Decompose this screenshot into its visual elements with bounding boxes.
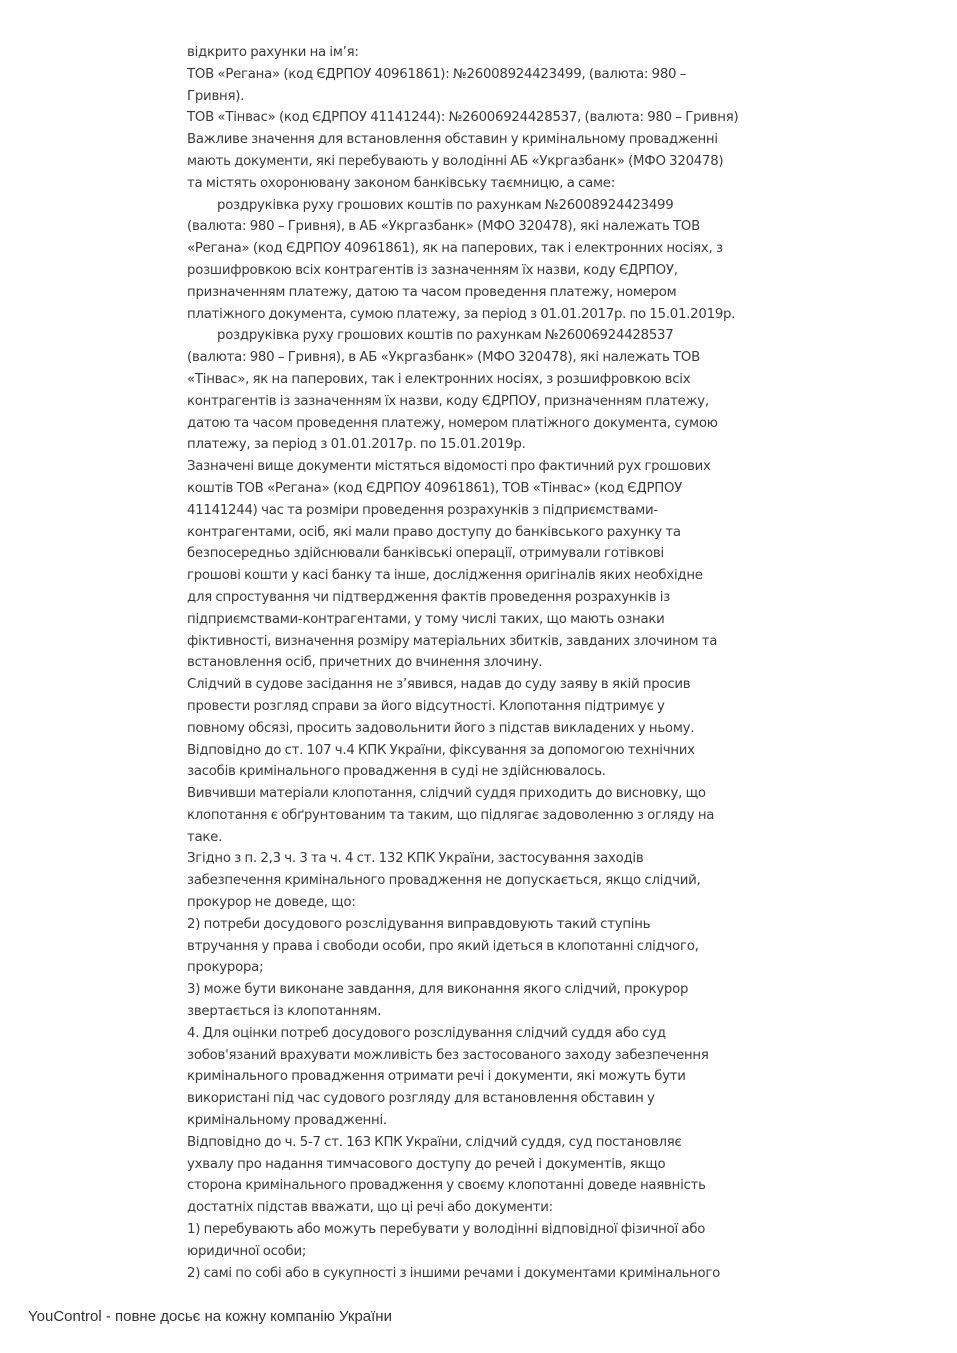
doc-line: зобов'язаний врахувати можливість без застосованого заходу забезпечення (187, 1047, 709, 1063)
doc-line: Відповідно до ч. 5-7 ст. 163 КПК України, слідчий суддя, суд постановляє (187, 1134, 682, 1150)
doc-line: 3) може бути виконане завдання, для виконання якого слідчий, прокурор (187, 982, 689, 998)
doc-line: платіжного документа, сумою платежу, за період з 01.01.2017р. по 15.01.2019р. (187, 306, 736, 322)
doc-line: 2) потреби досудового розслідування виправдовують такий ступінь (187, 916, 651, 932)
doc-line: юридичної особи; (187, 1243, 307, 1259)
doc-line: відкрито рахунки на ім’я: (187, 45, 359, 60)
doc-line: платежу, за період з 01.01.2017р. по 15.01.2019р. (187, 437, 526, 453)
doc-line: Вивчивши матеріали клопотання, слідчий суддя приходить до висновку, що (187, 786, 706, 802)
doc-line: «Регана» (код ЄДРПОУ 40961861), як на паперових, так і електронних носіях, з (187, 241, 723, 257)
doc-line: 1) перебувають або можуть перебувати у володінні відповідної фізичної або (187, 1222, 706, 1238)
doc-line: 4. Для оцінки потреб досудового розслідування слідчий суддя або суд (187, 1025, 666, 1041)
doc-line: роздруківка руху грошових коштів по рахункам №26008924423499 (217, 197, 674, 213)
doc-line: прокурора; (187, 960, 264, 976)
doc-line: датою та часом проведення платежу, номером платіжного документа, сумою (187, 415, 718, 431)
doc-line: сторона кримінального провадження у своєму клопотанні доведе наявність (187, 1178, 706, 1194)
doc-line: ТОВ «Тінвас» (код ЄДРПОУ 41141244): №26006924428537, (валюта: 980 – Гривня) (187, 110, 739, 126)
doc-line: Гривня). (187, 88, 245, 104)
page-footer: YouControl - повне досьє на кожну компанію України (28, 1308, 392, 1325)
doc-line: клопотання є обґрунтованим та таким, що підлягає задоволенню з огляду на (187, 807, 715, 823)
doc-line: (валюта: 980 – Гривня), в АБ «Укргазбанк» (МФО 320478), які належать ТОВ (187, 219, 700, 235)
doc-line: Важливе значення для встановлення обставин у кримінальному провадженні (187, 132, 718, 148)
doc-line: Згідно з п. 2,3 ч. 3 та ч. 4 ст. 132 КПК України, застосування заходів (187, 851, 644, 867)
doc-line: безпосередньо здійснювали банківські операції, отримували готівкові (187, 546, 664, 562)
doc-line: Слідчий в судове засідання не з’явився, надав до суду заяву в якій просив (187, 677, 691, 693)
doc-line: грошові кошти у касі банку та інше, дослідження оригіналів яких необхідне (187, 568, 703, 584)
doc-line: 2) самі по собі або в сукупності з іншими речами і документами кримінального (187, 1265, 720, 1281)
doc-line: повному обсязі, просить задовольнити його з підстав викладених у ньому. (187, 720, 695, 736)
doc-line: «Тінвас», як на паперових, так і електронних носіях, з розшифровкою всіх (187, 371, 691, 387)
doc-line: використані під час судового розгляду для встановлення обставин у (187, 1091, 655, 1107)
doc-line: контрагентами, осіб, які мали право доступу до банківського рахунку та (187, 524, 681, 540)
doc-line: засобів кримінального провадження в суді не здійснювалось. (187, 764, 606, 780)
doc-line: встановлення осіб, причетних до вчинення злочину. (187, 655, 543, 671)
doc-line: підприємствами-контрагентами, у тому числі таких, що мають ознаки (187, 611, 665, 627)
doc-line: Зазначені вище документи містяться відомості про фактичний рух грошових (187, 459, 711, 475)
doc-line: кримінального провадження отримати речі і документи, які можуть бути (187, 1069, 686, 1085)
doc-line: ТОВ «Регана» (код ЄДРПОУ 40961861): №26008924423499, (валюта: 980 – (187, 66, 687, 82)
doc-line: прокурор не доведе, що: (187, 895, 356, 911)
doc-line: звертається із клопотанням. (187, 1004, 382, 1020)
doc-line: роздруківка руху грошових коштів по рахункам №26006924428537 (217, 328, 674, 344)
doc-line: розшифровкою всіх контрагентів із зазначенням їх назви, коду ЄДРПОУ, (187, 262, 678, 278)
doc-line: Відповідно до ст. 107 ч.4 КПК України, фіксування за допомогою технічних (187, 742, 695, 758)
doc-line: (валюта: 980 – Гривня), в АБ «Укргазбанк» (МФО 320478), які належать ТОВ (187, 350, 700, 366)
doc-line: провести розгляд справи за його відсутності. Клопотання підтримує у (187, 698, 665, 714)
doc-line: втручання у права і свободи особи, про який ідеться в клопотанні слідчого, (187, 938, 699, 954)
document-body (187, 42, 777, 1284)
doc-line: для спростування чи підтвердження фактів проведення розрахунків із (187, 589, 671, 605)
doc-line: контрагентів із зазначенням їх назви, коду ЄДРПОУ, призначенням платежу, (187, 393, 709, 409)
doc-line: коштів ТОВ «Регана» (код ЄДРПОУ 40961861), ТОВ «Тінвас» (код ЄДРПОУ (187, 480, 683, 496)
doc-line: призначенням платежу, датою та часом проведення платежу, номером (187, 284, 677, 300)
doc-line: фіктивності, визначення розміру матеріальних збитків, завданих злочином та (187, 633, 718, 649)
doc-line: кримінальному провадженні. (187, 1113, 387, 1129)
doc-line: таке. (187, 829, 223, 845)
doc-line: достатніх підстав вважати, що ці речі або документи: (187, 1200, 553, 1216)
doc-line: ухвалу про надання тимчасового доступу до речей і документів, якщо (187, 1156, 666, 1172)
doc-line: мають документи, які перебувають у володінні АБ «Укргазбанк» (МФО 320478) (187, 153, 724, 169)
doc-line: та містять охоронювану законом банківську таємницю, а саме: (187, 175, 615, 191)
doc-line: забезпечення кримінального провадження не допускається, якщо слідчий, (187, 873, 701, 889)
doc-line: 41141244) час та розміри проведення розрахунків з підприємствами- (187, 502, 658, 518)
